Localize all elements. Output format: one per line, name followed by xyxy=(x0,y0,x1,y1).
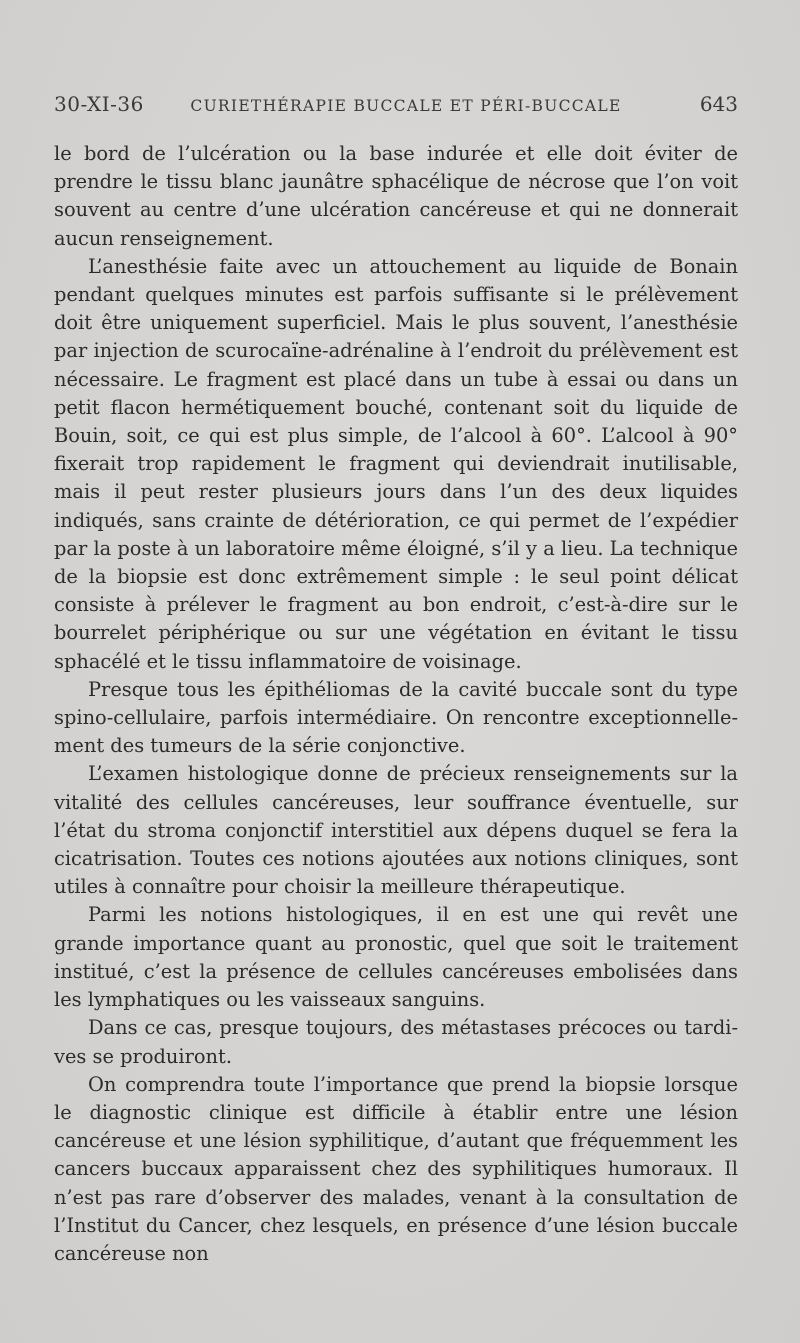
page-number: 643 xyxy=(699,92,738,116)
paragraph-3: Presque tous les épithéliomas de la cavité buccale sont du type spino-cellulaire, parfois intermédiaire. On rencontre exceptionnellement des tumeurs de la série conjonctive. xyxy=(54,677,738,758)
paragraph-4: L’examen histologique donne de précieux renseignements sur la vitalité des cellules cancéreuses, leur souffrance éventuelle, sur l’état du stroma conjonctif interstitiel aux dépens duquel se fera la cicatrisation. Toutes ces notions ajoutées aux notions cliniques, sont utiles à connaître pour choisir la meilleure thérapeutique. xyxy=(54,762,738,899)
paragraph-1: le bord de l’ulcération ou la base indurée et elle doit éviter de prendre le tissu blanc jaunâtre sphacélique de nécrose que l’on voit souvent au centre d’une ulcération cancéreuse et qui ne donnerait aucun renseignement. xyxy=(54,142,738,250)
paragraph-6: Dans ce cas, presque toujours, des métastases précoces ou tardives se produiront. xyxy=(54,1016,738,1068)
header-title: CURIETHÉRAPIE BUCCALE ET PÉRI-BUCCALE xyxy=(190,97,622,115)
header-date: 30-XI-36 xyxy=(54,92,144,116)
paragraph-7: On comprendra toute l’importance que prend la biopsie lorsque le diagnostic clinique est difficile à établir entre une lésion cancéreuse et une lésion syphilitique, d’autant que fréquemment les cancers buccaux apparaissent chez des syphilitiques humoraux. Il n’est pas rare d’observer des malades, venant à la consultation de l’Institut du Cancer, chez lesquels, en présence d’une lésion buccale cancéreuse non xyxy=(54,1072,738,1265)
body-text xyxy=(54,140,738,1268)
paragraph-2: L’anesthésie faite avec un attouchement au liquide de Bonain pendant quelques minutes est parfois suffisante si le prélèvement doit être uniquement superficiel. Mais le plus souvent, l’anesthésie par injection de scurocaïne-adrénaline à l’endroit du prélèvement est nécessaire. Le fragment est placé dans un tube à essai ou dans un petit flacon hermétiquement bouché, contenant soit du liquide de Bouin, soit, ce qui est plus simple, de l’alcool à 60°. L’alcool à 90° fixerait trop rapidement le fragment qui deviendrait inutilisable, mais il peut rester plusieurs jours dans l’un des deux liquides indiqués, sans crainte de détérioration, ce qui permet de l’expédier par la poste à un laboratoire même éloigné, s’il y a lieu. La technique de la biopsie est donc extrêmement simple : le seul point délicat consiste à prélever le fragment au bon endroit, c’est-à-dire sur le bourrelet périphérique ou sur une végétation en évitant le tissu sphacélé et le tissu inflammatoire de voisinage. xyxy=(54,254,738,673)
running-header xyxy=(54,92,738,126)
paragraph-5: Parmi les notions histologiques, il en est une qui revêt une grande importance quant au pronostic, quel que soit le traitement institué, c’est la présence de cellules cancéreuses embolisées dans les lymphatiques ou les vaisseaux sanguins. xyxy=(54,903,738,1012)
page xyxy=(54,92,738,1268)
